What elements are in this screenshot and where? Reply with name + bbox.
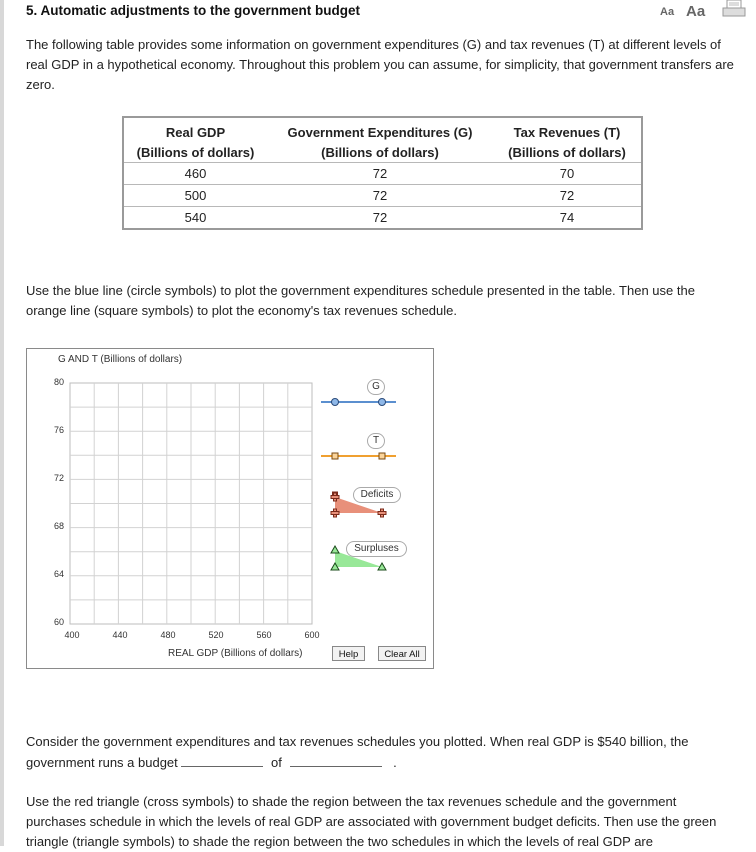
- g-line-tool[interactable]: [321, 399, 396, 406]
- cell-t: 74: [493, 206, 641, 228]
- question-end: .: [393, 755, 397, 770]
- cell-gdp: 460: [124, 162, 267, 184]
- x-tick-label: 400: [64, 630, 80, 640]
- header-real-gdp: Real GDP: [165, 124, 226, 140]
- budget-type-dropdown[interactable]: [181, 752, 263, 767]
- g-circle-symbol: [332, 399, 339, 406]
- final-paragraph: Use the red triangle (cross symbols) to shade the region between the tax revenues schedule and the government purchases schedule in which the levels of real GDP are associated with government budget deficits. Then use the green triangle (triangle symbols) to shade the region between the two schedules in which the levels of real GDP are: [26, 794, 717, 849]
- g-circle-symbol: [379, 399, 386, 406]
- cell-g: 72: [267, 162, 493, 184]
- header-tax-rev: Tax Revenues (T): [513, 124, 621, 140]
- font-size-large-button[interactable]: Aa: [686, 3, 706, 20]
- instruction-paragraph: Use the blue line (circle symbols) to plot the government expenditures schedule presented in the table. Then use the orange line (square symbols) to plot the economy's tax revenues schedule.: [26, 283, 695, 318]
- question-text: Consider the government expenditures and tax revenues schedules you plotted. When real GDP is $540 billion, the government runs a budget: [26, 734, 689, 770]
- g-tool-label: G: [367, 379, 385, 395]
- help-button[interactable]: Help: [332, 646, 365, 661]
- t-line-tool[interactable]: [321, 453, 396, 459]
- y-tick-label: 72: [53, 473, 64, 483]
- surpluses-tool-label: Surpluses: [346, 541, 407, 557]
- cell-g: 72: [267, 206, 493, 228]
- y-axis-title: G AND T (Billions of dollars): [58, 354, 183, 365]
- question-paragraph: [26, 732, 738, 773]
- x-axis-title: REAL GDP (Billions of dollars): [168, 648, 303, 659]
- intro-paragraph: The following table provides some information on government expenditures (G) and tax revenues (T) at different levels of real GDP in a hypothetical economy. Throughout this problem you can assume, for simplicity, that government transfers are zero.: [26, 37, 734, 92]
- clear-all-button[interactable]: Clear All: [378, 646, 426, 661]
- x-tick-label: 560: [256, 630, 272, 640]
- cell-gdp: 500: [124, 184, 267, 206]
- x-tick-label: 440: [112, 630, 128, 640]
- x-tick-label: 520: [208, 630, 224, 640]
- x-tick-label: 480: [160, 630, 176, 640]
- budget-amount-dropdown[interactable]: [290, 752, 382, 767]
- header-gov-exp: Government Expenditures (G): [287, 124, 473, 140]
- y-tick-label: 68: [53, 521, 64, 531]
- cell-g: 72: [267, 184, 493, 206]
- y-tick-label: 80: [53, 377, 64, 387]
- x-tick-label: 600: [304, 630, 320, 640]
- cell-t: 72: [493, 184, 641, 206]
- grid-lines: [70, 383, 312, 624]
- cell-t: 70: [493, 162, 641, 184]
- triangle-symbol: [331, 546, 339, 553]
- deficits-tool-label: Deficits: [353, 487, 401, 503]
- t-tool-label: T: [367, 433, 385, 449]
- y-tick-label: 60: [53, 617, 64, 627]
- cell-gdp: 540: [124, 206, 267, 228]
- question-of: of: [271, 755, 282, 770]
- t-square-symbol: [379, 453, 385, 459]
- y-tick-label: 76: [53, 425, 64, 435]
- font-size-small-button[interactable]: Aa: [660, 6, 675, 18]
- header-real-gdp-units: (Billions of dollars): [136, 144, 255, 160]
- header-gov-exp-units: (Billions of dollars): [321, 144, 439, 160]
- question-title: 5. Automatic adjustments to the government budget: [26, 3, 361, 18]
- header-tax-rev-units: (Billions of dollars): [508, 144, 626, 160]
- t-square-symbol: [332, 453, 338, 459]
- y-tick-label: 64: [53, 569, 64, 579]
